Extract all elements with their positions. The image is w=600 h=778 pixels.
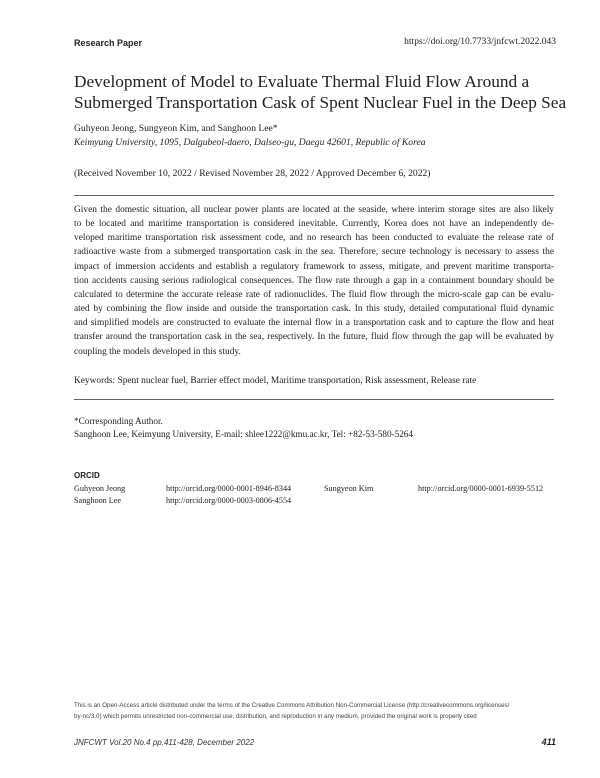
corresponding-author [74, 415, 413, 441]
orcid-author-name: Sanghoon Lee [74, 496, 122, 505]
divider-top [74, 195, 554, 196]
license-line: This is an Open-Access article distributed under the terms of the Creative Commons Attribution Non-Commercial License (http://creativecommons.org/licenses/ [74, 702, 510, 709]
orcid-author-name: Sungyeon Kim [324, 484, 374, 493]
orcid-author-name: Guhyeon Jeong [74, 484, 126, 493]
title-line: Development of Model to Evaluate Thermal Fluid Flow Around a [74, 72, 530, 91]
abstract-line: transfer around the transportation cask in the sea, respectively. In the future, fluid flow through the gap will be evaluated by [74, 332, 554, 343]
abstract-line: to be located and maritime transportation is considered inevitable. Currently, Korea does not have an independently de- [74, 219, 554, 230]
page-header [74, 38, 556, 52]
divider-middle [74, 399, 554, 400]
abstract-line: coupling the models developed in this study. [74, 346, 241, 357]
abstract-line: ated by combining the flow inside and outside the transportation cask. In this study, detailed computational fluid dynamic [74, 304, 554, 315]
paper-title [74, 71, 567, 113]
author-list: Guhyeon Jeong, Sungyeon Kim, and Sanghoon Lee* [74, 123, 278, 134]
journal-citation: JNFCWT Vol.20 No.4 pp.411-428, December 2022 [74, 738, 255, 747]
title-line: Submerged Transportation Cask of Spent Nuclear Fuel in the Deep Sea [74, 93, 567, 112]
abstract-line: radioactive waste from a submerged transportation cask in the sea. Therefore, secure technology is necessary to assess the [74, 247, 554, 258]
abstract-line: calculated to determine the accurate release rate of radionuclides. The fluid flow through the micro-scale gap can be evalu- [74, 289, 554, 300]
license-line: by-nc/3.0) which permits unrestricted non-commercial use, distribution, and reproduction in any medium, provided the original work is properly cited [74, 713, 477, 720]
affiliation: Keimyung University, 1095, Dalgubeol-daero, Dalseo-gu, Daegu 42601, Republic of Korea [74, 137, 426, 148]
abstract-line: Given the domestic situation, all nuclear power plants are located at the seaside, where interim storage sites are also likely [74, 205, 554, 215]
section-label: Research Paper [74, 38, 143, 48]
license-notice [74, 700, 554, 722]
submission-dates: (Received November 10, 2022 / Revised November 28, 2022 / Approved December 6, 2022) [74, 168, 431, 179]
abstract-line: tion accidents causing serious radiological consequences. The flow rate through a gap in a containment boundary should be [74, 275, 554, 286]
abstract-line: impact of immersion accidents and establish a regulatory framework to assess, mitigate, and prevent maritime transporta- [74, 261, 554, 272]
orcid-link[interactable]: http://orcid.org/0000-0001-8946-8344 [166, 484, 292, 493]
corresponding-label: *Corresponding Author. [74, 416, 163, 426]
page-number: 411 [541, 737, 556, 747]
doi-link[interactable]: https://doi.org/10.7733/jnfcwt.2022.043 [404, 37, 556, 47]
orcid-row [74, 484, 554, 495]
orcid-link[interactable]: http://orcid.org/0000-0003-0806-4554 [166, 496, 292, 505]
orcid-row [74, 496, 554, 507]
abstract-line: veloped maritime transportation risk assessment code, and no research has been conducted to evaluate the release rate of [74, 233, 554, 244]
abstract [74, 203, 554, 359]
corresponding-details: Sanghoon Lee, Keimyung University, E-mail: shlee1222@kmu.ac.kr, Tel: +82-53-580-5264 [74, 429, 413, 439]
orcid-link[interactable]: http://orcid.org/0000-0001-6939-5512 [418, 484, 544, 493]
keywords: Keywords: Spent nuclear fuel, Barrier effect model, Maritime transportation, Risk assessment, Release rate [74, 376, 477, 386]
abstract-line: and simplified models are constructed to evaluate the internal flow in a transportation cask and to capture the flow and heat [74, 318, 554, 329]
orcid-heading: ORCID [74, 471, 100, 480]
